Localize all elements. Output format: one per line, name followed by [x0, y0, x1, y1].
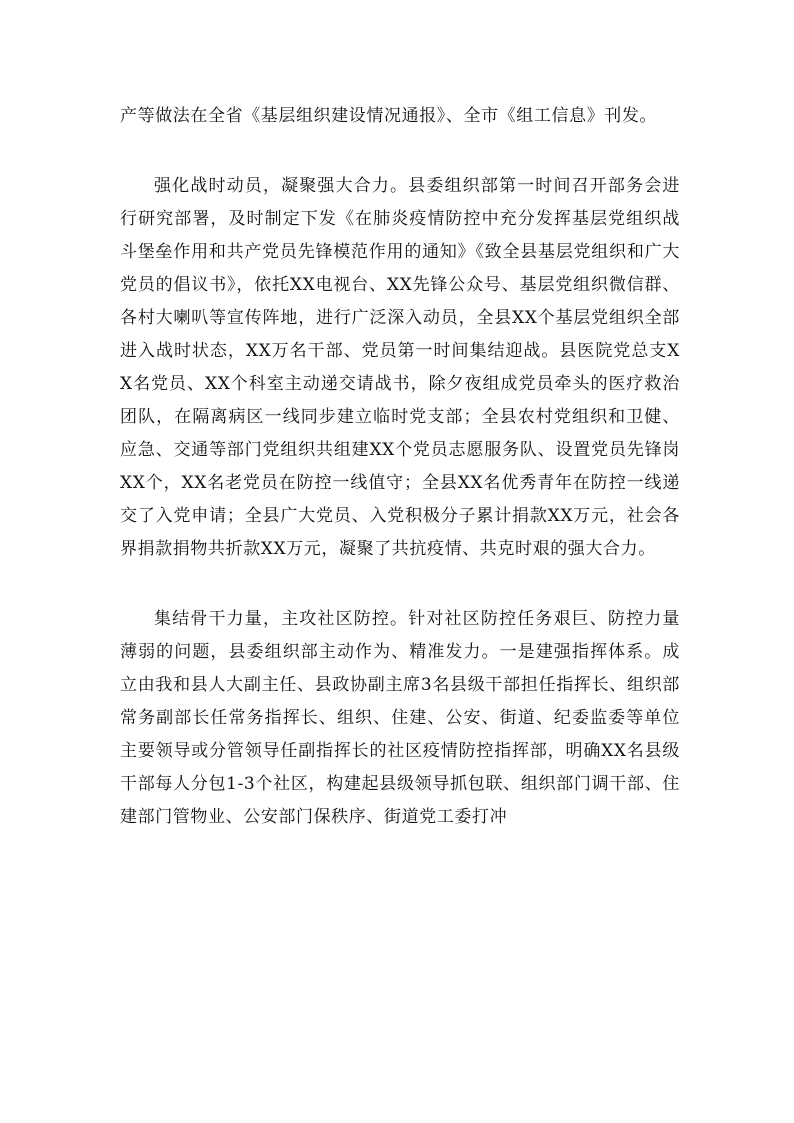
paragraph-gap [120, 566, 680, 603]
paragraph-wartime-mobilization: 强化战时动员，凝聚强大合力。县委组织部第一时间召开部务会进行研究部署，及时制定下发《在肺炎疫情防控中充分发挥基层党组织战斗堡垒作用和共产党员先锋模范作用的通知》《致全县基层党组织和广大党员的倡议书》，依托XX电视台、XX先锋公众号、基层党组织微信群、各村大喇叭等宣传阵地，进行广泛深入动员，全县XX个基层党组织全部进入战时状态，XX万名干部、党员第一时间集结迎战。县医院党总支XX名党员、XX个科室主动递交请战书，除夕夜组成党员牵头的医疗救治团队，在隔离病区一线同步建立临时党支部；全县农村党组织和卫健、应急、交通等部门党组织共组建XX个党员志愿服务队、设置党员先锋岗XX个，XX名老党员在防控一线值守；全县XX名优秀青年在防控一线递交了入党申请；全县广大党员、入党积极分子累计捐款XX万元，社会各界捐款捐物共折款XX万元，凝聚了共抗疫情、共克时艰的强大合力。 [120, 176, 680, 559]
paragraph-gap [120, 133, 680, 170]
paragraph-community-control: 集结骨干力量，主攻社区防控。针对社区防控任务艰巨、防控力量薄弱的问题，县委组织部主动作为、精准发力。一是建强指挥体系。成立由我和县人大副主任、县政协副主席3名县级干部担任指挥长、组织部常务副部长任常务指挥长、组织、住建、公安、街道、纪委监委等单位主要领导或分管领导任副指挥长的社区疫情防控指挥部，明确XX名县级干部每人分包1-3个社区，构建起县级领导抓包联、组织部门调干部、住建部门管物业、公安部门保秩序、街道党工委打冲 [120, 609, 680, 827]
paragraph-continuation: 产等做法在全省《基层组织建设情况通报》、全市《组工信息》刊发。 [120, 106, 658, 126]
document-body [120, 100, 680, 834]
